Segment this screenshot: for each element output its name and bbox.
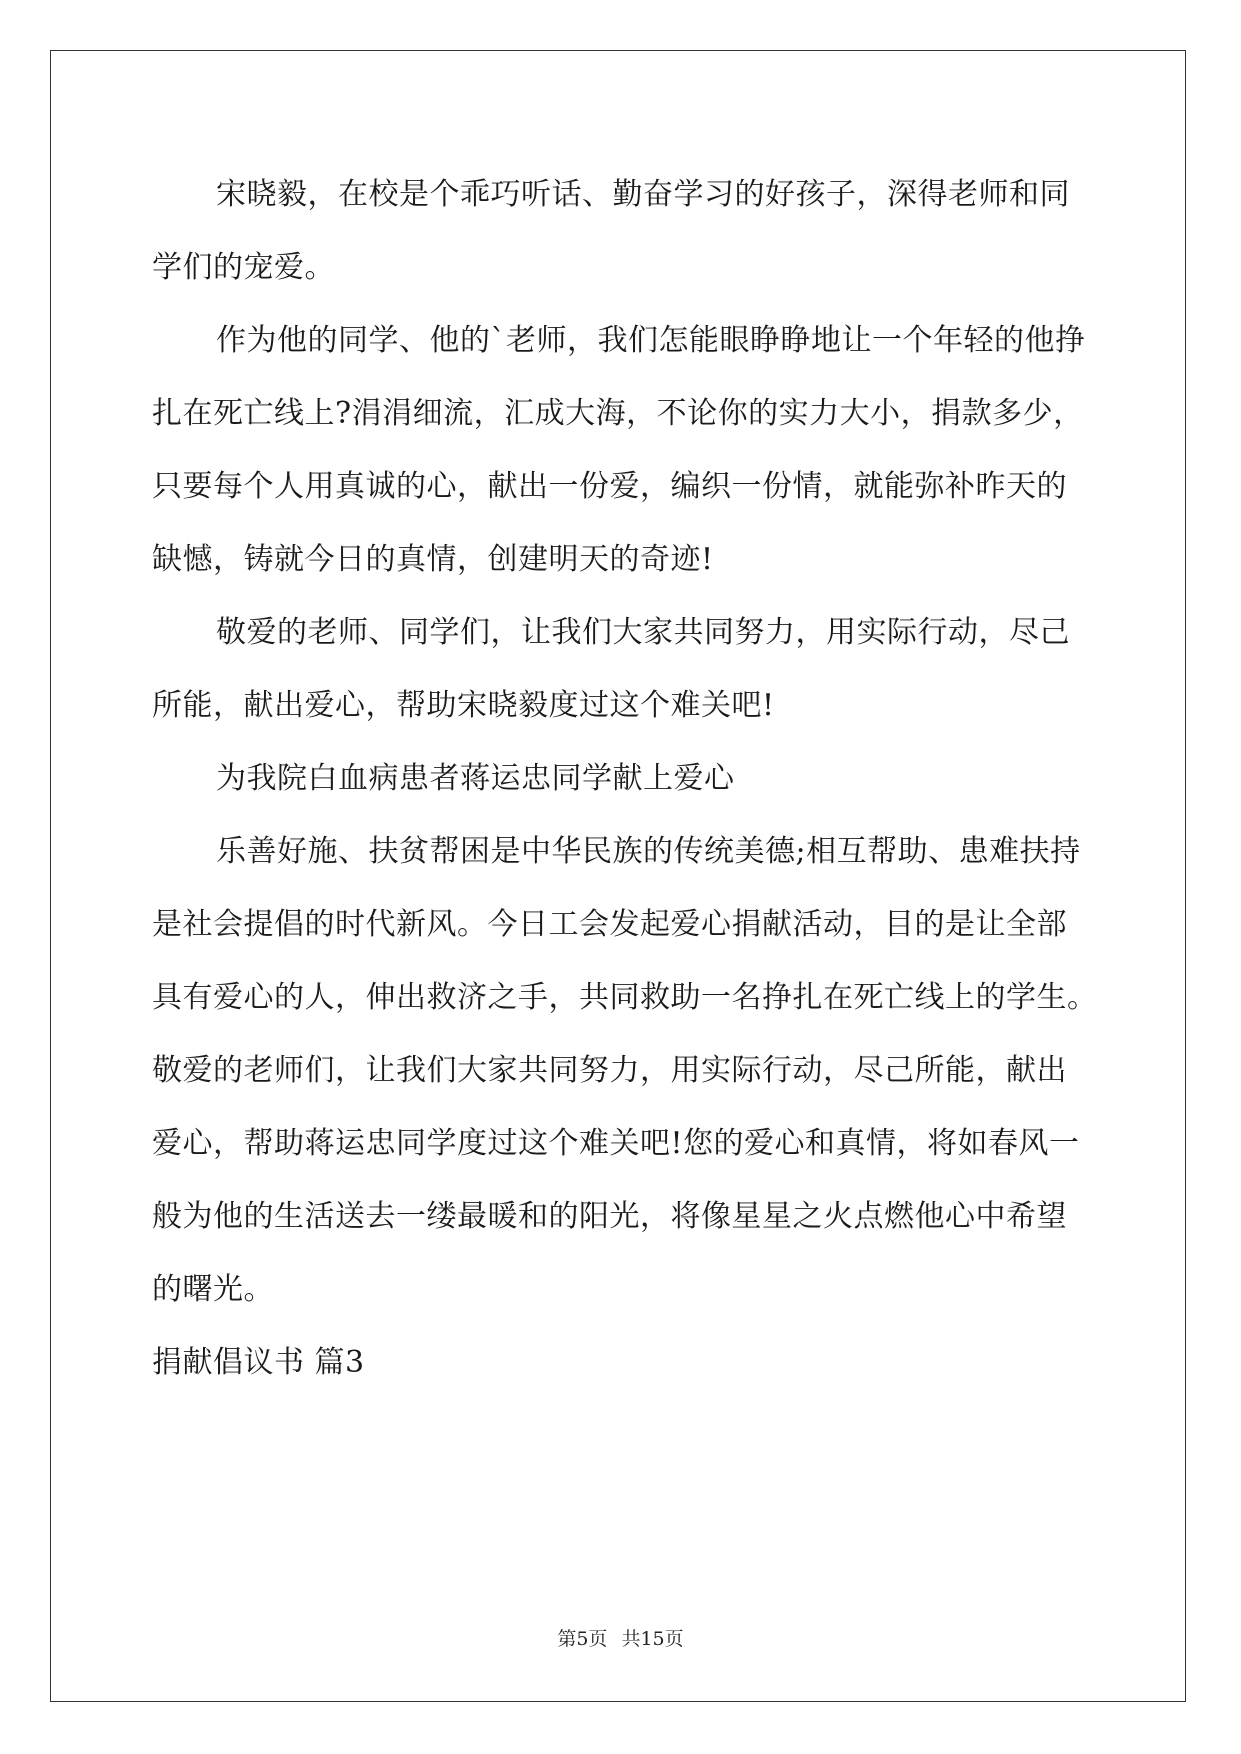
paragraph-line: 学们的宠爱。 [152,250,335,285]
paragraph-line: 敬爱的老师们，让我们大家共同努力，用实际行动，尽己所能，献出 [152,1053,1067,1088]
paragraph-line: 乐善好施、扶贫帮困是中华民族的传统美德;相互帮助、患难扶持 [216,834,1081,869]
paragraph-line: 所能，献出爱心，帮助宋晓毅度过这个难关吧! [152,688,775,723]
paragraph-line: 扎在死亡线上?涓涓细流，汇成大海，不论你的实力大小，捐款多少， [152,396,1084,431]
paragraph-line: 宋晓毅，在校是个乖巧听话、勤奋学习的好孩子，深得老师和同 [216,177,1070,212]
paragraph-line: 般为他的生活送去一缕最暖和的阳光，将像星星之火点燃他心中希望 [152,1199,1067,1234]
paragraph-line: 爱心，帮助蒋运忠同学度过这个难关吧!您的爱心和真情，将如春风一 [152,1126,1080,1161]
page-total: 共15页 [621,1628,684,1650]
paragraph-line: 敬爱的老师、同学们，让我们大家共同努力，用实际行动，尽己 [216,615,1070,650]
document-body [152,158,1098,1399]
paragraph-line: 的曙光。 [152,1272,274,1307]
paragraph-line: 具有爱心的人，伸出救济之手，共同救助一名挣扎在死亡线上的学生。 [152,980,1098,1015]
paragraph-line: 缺憾，铸就今日的真情，创建明天的奇迹! [152,542,714,577]
page-number: 第5页 [557,1628,608,1650]
paragraph-line: 作为他的同学、他的`老师，我们怎能眼睁睁地让一个年轻的他挣 [216,323,1086,358]
paragraph-line: 是社会提倡的时代新风。今日工会发起爱心捐献活动，目的是让全部 [152,907,1067,942]
paragraph-line: 只要每个人用真诚的心，献出一份爱，编织一份情，就能弥补昨天的 [152,469,1067,504]
page-footer [0,1624,1241,1651]
section-subtitle: 为我院白血病患者蒋运忠同学献上爱心 [216,761,735,796]
section-heading: 捐献倡议书 篇3 [152,1345,365,1380]
